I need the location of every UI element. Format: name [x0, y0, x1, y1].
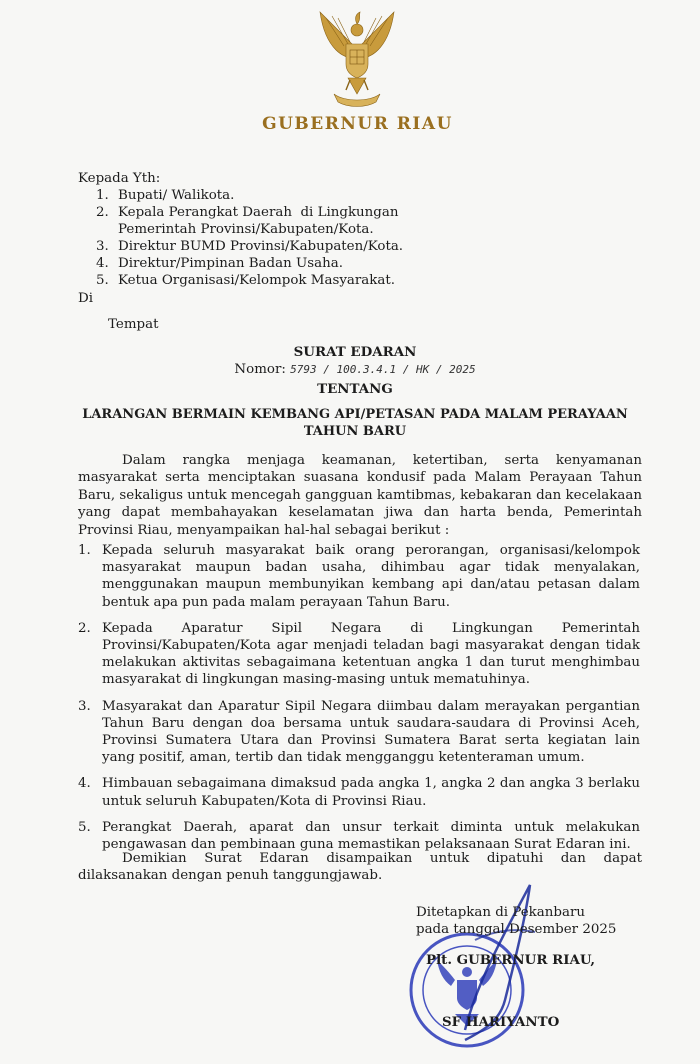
list-item [78, 775, 640, 809]
item-number: 5. [96, 273, 109, 288]
list-item [78, 698, 640, 767]
item-number: 3. [96, 239, 109, 254]
item-text: Pemerintah Provinsi/Kabupaten/Kota. [118, 222, 374, 237]
closing-paragraph [78, 850, 642, 885]
item-text: Direktur BUMD Provinsi/Kabupaten/Kota. [118, 239, 404, 254]
list-item [96, 238, 403, 255]
item-number: 4. [96, 256, 109, 271]
item-text: Bupati/ Walikota. [118, 188, 235, 203]
number-value: 5793 / 100.3.4.1 / HK / 2025 [290, 363, 476, 376]
place-label: Tempat [108, 317, 159, 332]
about-label: TENTANG [317, 381, 393, 397]
item-text: Perangkat Daerah, aparat dan unsur terkait diminta untuk melakukan pengawasan dan pembinaan guna memastikan pelaksanaan Surat Edaran ini. [102, 819, 640, 853]
item-number: 3. [78, 698, 91, 714]
letter-type: SURAT EDARAN [293, 344, 417, 360]
item-number: 1. [96, 188, 109, 203]
item-text: Himbauan sebagaimana dimaksud pada angka 1, angka 2 dan angka 3 berlaku untuk seluruh Kabupaten/Kota di Provinsi Riau. [102, 776, 640, 809]
list-item [96, 272, 403, 289]
item-text: Kepada seluruh masyarakat baik orang perorangan, organisasi/kelompok masyarakat maupun badan usaha, dihimbau agar tidak menyalakan, menggunakan maupun membunyikan kembang api dan/atau petasan dalam bentuk apa pun pada malam perayaan Tahun Baru. [102, 543, 640, 610]
item-number: 1. [78, 543, 91, 558]
list-item [78, 620, 640, 689]
recipient-heading: Kepada Yth: [78, 171, 161, 186]
list-item [96, 221, 403, 238]
list-item [78, 542, 640, 611]
item-text: Kepada Aparatur Sipil Negara di Lingkungan Pemerintah Provinsi/Kabupaten/Kota agar menjadi teladan bagi masyarakat dengan tidak melakukan aktivitas sebagaimana ketentuan angka 1 dan turut menghimbau masyarakat di lingkungan masing-masing untuk mematuhinya. [102, 620, 640, 688]
intro-text: Dalam rangka menjaga keamanan, ketertiban, serta kenyamanan masyarakat serta menciptakan suasana kondusif pada Malam Perayaan Tahun Baru, sekaligus untuk mencegah gangguan kamtibmas, kebakaran dan kecelakaan yang dapat membahayakan keselamatan jiwa dan harta benda, Pemerintah Provinsi Riau, menyampaikan hal-hal sebagai berikut : [78, 453, 642, 538]
signature-place: Ditetapkan di Pekanbaru [416, 905, 585, 920]
list-item [96, 204, 403, 221]
garuda-emblem-icon [314, 6, 400, 110]
signature-office: Plt. GUBERNUR RIAU, [426, 952, 596, 968]
item-number: 5. [78, 819, 91, 835]
letter-number [0, 361, 700, 378]
recipient-list [96, 187, 403, 289]
subject-line-2: TAHUN BARU [303, 424, 407, 439]
closing-text: Demikian Surat Edaran disampaikan untuk dipatuhi dan dapat dilaksanakan dengan penuh tanggungjawab. [78, 851, 642, 884]
item-text: Kepala Perangkat Daerah di Lingkungan [118, 205, 399, 220]
governor-title: GUBERNUR RIAU [262, 114, 453, 134]
signature-date: pada tanggal Desember 2025 [416, 922, 617, 937]
item-number: 2. [78, 620, 91, 636]
list-item [96, 187, 403, 204]
item-text: Direktur/Pimpinan Badan Usaha. [118, 256, 343, 271]
list-item [78, 819, 640, 853]
item-text: Ketua Organisasi/Kelompok Masyarakat. [118, 273, 396, 288]
item-text: Masyarakat dan Aparatur Sipil Negara diimbau dalam merayakan pergantian Tahun Baru dengan doa bersama untuk saudara-saudara di Provinsi Aceh, Provinsi Sumatera Utara dan Provinsi Sumatera Barat serta kegiatan lain yang positif, aman, tertib dan tidak mengganggu ketenteraman umum. [102, 698, 640, 766]
subject-line-1: LARANGAN BERMAIN KEMBANG API/PETASAN PADA MALAM PERAYAAN [82, 407, 628, 422]
points-list [78, 542, 640, 862]
number-label: Nomor: [234, 362, 286, 377]
intro-paragraph [78, 452, 642, 539]
item-number: 2. [96, 205, 109, 220]
list-item [96, 255, 403, 272]
item-number: 4. [78, 776, 91, 792]
di-label: Di [78, 291, 94, 306]
signatory-name: SF HARIYANTO [442, 1014, 560, 1030]
